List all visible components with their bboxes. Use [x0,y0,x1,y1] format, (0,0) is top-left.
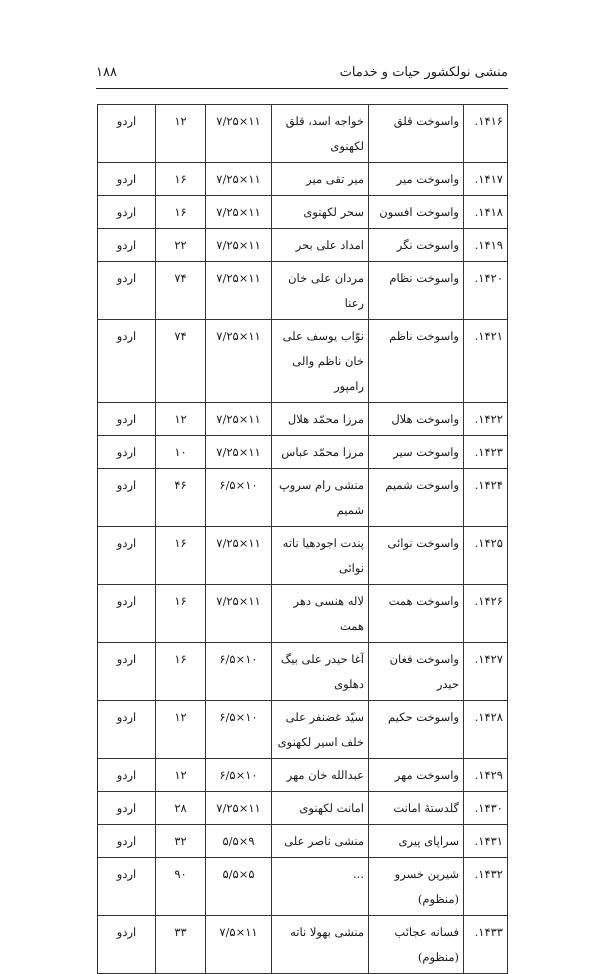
entry-author [272,403,369,436]
entry-author-line: پندت اجودهیا ناته [282,536,364,550]
entry-author [272,701,369,759]
entry-title-line: حیدر [436,677,459,691]
entry-title-line: شیرین خسرو [394,867,459,881]
entry-author-line: نوائی [338,561,364,575]
entry-author [272,916,369,974]
table-row [98,196,508,229]
entry-title-line: واسوخت مهر [394,768,459,782]
entry-number: ۱۴۲۴. [464,469,508,527]
entry-size: ۱۱×۷/۲۵ [206,527,272,585]
table-row [98,469,508,527]
entry-title-line: واسوخت ناظم [389,329,459,343]
table-row [98,527,508,585]
entry-pages: ۱۲ [156,105,206,163]
entry-author-line: امداد علی بحر [295,238,364,252]
entry-language: اردو [98,320,156,403]
entry-pages: ۱۲ [156,701,206,759]
entry-pages: ۱۶ [156,643,206,701]
entry-title [369,262,464,320]
entry-size: ۱۱×۷/۲۵ [206,792,272,825]
entry-title [369,105,464,163]
entry-pages: ۷۴ [156,320,206,403]
entry-number: ۱۴۲۳. [464,436,508,469]
entry-author-line: عبدالله خان مهر [286,768,364,782]
entry-pages: ۱۶ [156,585,206,643]
entry-number: ۱۴۲۵. [464,527,508,585]
entry-number: ۱۴۳۲. [464,858,508,916]
entry-language: اردو [98,858,156,916]
entry-author-line: سحر لکهنوی [303,205,364,219]
entry-number: ۱۴۲۶. [464,585,508,643]
entry-author [272,858,369,916]
entry-title-line: گلدستهٔ امانت [393,801,459,815]
entry-title-line: واسوخت هلال [391,412,459,426]
entry-title-line: واسوخت حکیم [388,710,459,724]
entry-size: ۱۱×۷/۲۵ [206,436,272,469]
entry-author-line: مردان علی خان رعنا [288,271,364,310]
entry-author [272,436,369,469]
entry-author [272,643,369,701]
entry-author [272,469,369,527]
entry-author [272,825,369,858]
entry-author-line: مرزا محمّد هلال [287,412,364,426]
entry-language: اردو [98,469,156,527]
entry-author [272,759,369,792]
entry-author-line: خان ناظم والی رامپور [292,354,364,393]
entry-author-line: خلف اسیر لکهنوی [277,735,364,749]
catalog-body [98,105,508,974]
table-row [98,262,508,320]
entry-title [369,916,464,974]
entry-title-line: سراپای پیری [398,834,459,848]
table-row [98,825,508,858]
entry-number: ۱۴۳۰. [464,792,508,825]
entry-pages: ۱۶ [156,527,206,585]
entry-author [272,229,369,262]
table-row [98,792,508,825]
entry-size: ۱۱×۷/۲۵ [206,585,272,643]
running-title: منشی نولکشور حیات و خدمات [339,65,508,80]
entry-pages: ۲۸ [156,792,206,825]
entry-language: اردو [98,916,156,974]
entry-language: اردو [98,196,156,229]
table-row [98,320,508,403]
entry-author [272,262,369,320]
entry-title [369,858,464,916]
entry-size: ۱۰×۶/۵ [206,701,272,759]
entry-language: اردو [98,825,156,858]
entry-number: ۱۴۱۶. [464,105,508,163]
entry-language: اردو [98,643,156,701]
entry-pages: ۱۲ [156,759,206,792]
entry-pages: ۹۰ [156,858,206,916]
entry-title-line: فسانه عجائب [394,925,459,939]
entry-title [369,643,464,701]
entry-title [369,759,464,792]
table-row [98,403,508,436]
entry-number: ۱۴۲۰. [464,262,508,320]
entry-title [369,701,464,759]
entry-pages: ۴۶ [156,469,206,527]
entry-title-line: واسوخت افسون [379,205,459,219]
table-row [98,105,508,163]
entry-number: ۱۴۲۱. [464,320,508,403]
entry-author [272,163,369,196]
entry-size: ۱۱×۷/۲۵ [206,196,272,229]
entry-author [272,105,369,163]
entry-title-line: واسوخت نظام [389,271,459,285]
table-row [98,916,508,974]
entry-number: ۱۴۱۹. [464,229,508,262]
entry-title [369,469,464,527]
entry-title [369,825,464,858]
entry-number: ۱۴۲۲. [464,403,508,436]
table-row [98,701,508,759]
entry-title-line: واسوخت فغان [389,652,459,666]
entry-author-line: شمیم [336,503,364,517]
entry-language: اردو [98,403,156,436]
entry-pages: ۷۴ [156,262,206,320]
header-divider [96,88,508,89]
entry-author [272,792,369,825]
entry-size: ۱۱×۷/۵ [206,916,272,974]
table-row [98,643,508,701]
table-row [98,858,508,916]
entry-pages: ۳۲ [156,825,206,858]
entry-size: ۱۰×۶/۵ [206,643,272,701]
entry-size: ۱۱×۷/۲۵ [206,320,272,403]
entry-title-line: (منظوم) [417,892,459,906]
entry-title [369,196,464,229]
table-row [98,585,508,643]
entry-title [369,792,464,825]
entry-title-line: (منظوم) [417,950,459,964]
entry-author-line: لکهنوی [330,139,364,153]
entry-pages: ۲۲ [156,229,206,262]
table-row [98,436,508,469]
entry-title-line: واسوخت میر [396,172,459,186]
entry-title-line: واسوخت سیر [393,445,459,459]
entry-author-line: مرزا محمّد عباس [281,445,364,459]
entry-size: ۱۱×۷/۲۵ [206,262,272,320]
entry-title-line: واسوخت نگر [396,238,459,252]
entry-title [369,229,464,262]
entry-pages: ۱۶ [156,163,206,196]
page-header [96,62,508,86]
entry-size: ۱۱×۷/۲۵ [206,229,272,262]
entry-author [272,585,369,643]
table-row [98,229,508,262]
entry-language: اردو [98,229,156,262]
entry-title-line: واسوخت شمیم [385,478,459,492]
entry-number: ۱۴۱۸. [464,196,508,229]
entry-size: ۱۰×۶/۵ [206,469,272,527]
entry-number: ۱۴۱۷. [464,163,508,196]
entry-author [272,527,369,585]
entry-size: ۹×۵/۵ [206,825,272,858]
entry-author [272,196,369,229]
entry-title [369,320,464,403]
entry-language: اردو [98,163,156,196]
entry-title [369,527,464,585]
table-row [98,759,508,792]
table-row [98,163,508,196]
entry-number: ۱۴۳۳. [464,916,508,974]
entry-author-line: منشی بهولا ناته [290,925,364,939]
entry-pages: ۳۳ [156,916,206,974]
entry-size: ۱۱×۷/۲۵ [206,105,272,163]
entry-number: ۱۴۲۹. [464,759,508,792]
entry-author-line: منشی ناصر علی [284,834,364,848]
entry-number: ۱۴۲۷. [464,643,508,701]
entry-language: اردو [98,436,156,469]
entry-number: ۱۴۳۱. [464,825,508,858]
entry-language: اردو [98,585,156,643]
entry-author-line: سیّد غضنفر علی [285,710,364,724]
entry-language: اردو [98,701,156,759]
entry-author-line: آغا حیدر علی بیگ [280,652,364,666]
entry-author-line: میر تقی میر [306,172,364,186]
entry-author-line: ... [353,867,364,881]
entry-pages: ۱۰ [156,436,206,469]
entry-author-line: امانت لکهنوی [299,801,364,815]
entry-size: ۱۰×۶/۵ [206,759,272,792]
entry-language: اردو [98,792,156,825]
entry-title [369,436,464,469]
entry-language: اردو [98,527,156,585]
entry-title-line: واسوخت قلق [393,114,459,128]
entry-pages: ۱۲ [156,403,206,436]
entry-language: اردو [98,262,156,320]
entry-language: اردو [98,105,156,163]
entry-title [369,585,464,643]
catalog-table [97,104,508,974]
entry-author-line: دهلوی [334,677,364,691]
entry-language: اردو [98,759,156,792]
entry-size: ۱۱×۷/۲۵ [206,403,272,436]
entry-size: ۵×۵/۵ [206,858,272,916]
entry-size: ۱۱×۷/۲۵ [206,163,272,196]
entry-author-line: نوّاب یوسف علی [282,329,364,343]
entry-pages: ۱۶ [156,196,206,229]
entry-author-line: لاله هنسی دهر همت [293,594,364,633]
entry-title-line: واسوخت نوائی [387,536,459,550]
entry-title-line: واسوخت همت [388,594,459,608]
entry-title [369,163,464,196]
page-number: ۱۸۸ [96,65,117,80]
entry-number: ۱۴۲۸. [464,701,508,759]
entry-author-line: منشی رام سروپ [278,478,364,492]
entry-title [369,403,464,436]
entry-author-line: خواجه اسد، قلق [285,114,364,128]
entry-author [272,320,369,403]
